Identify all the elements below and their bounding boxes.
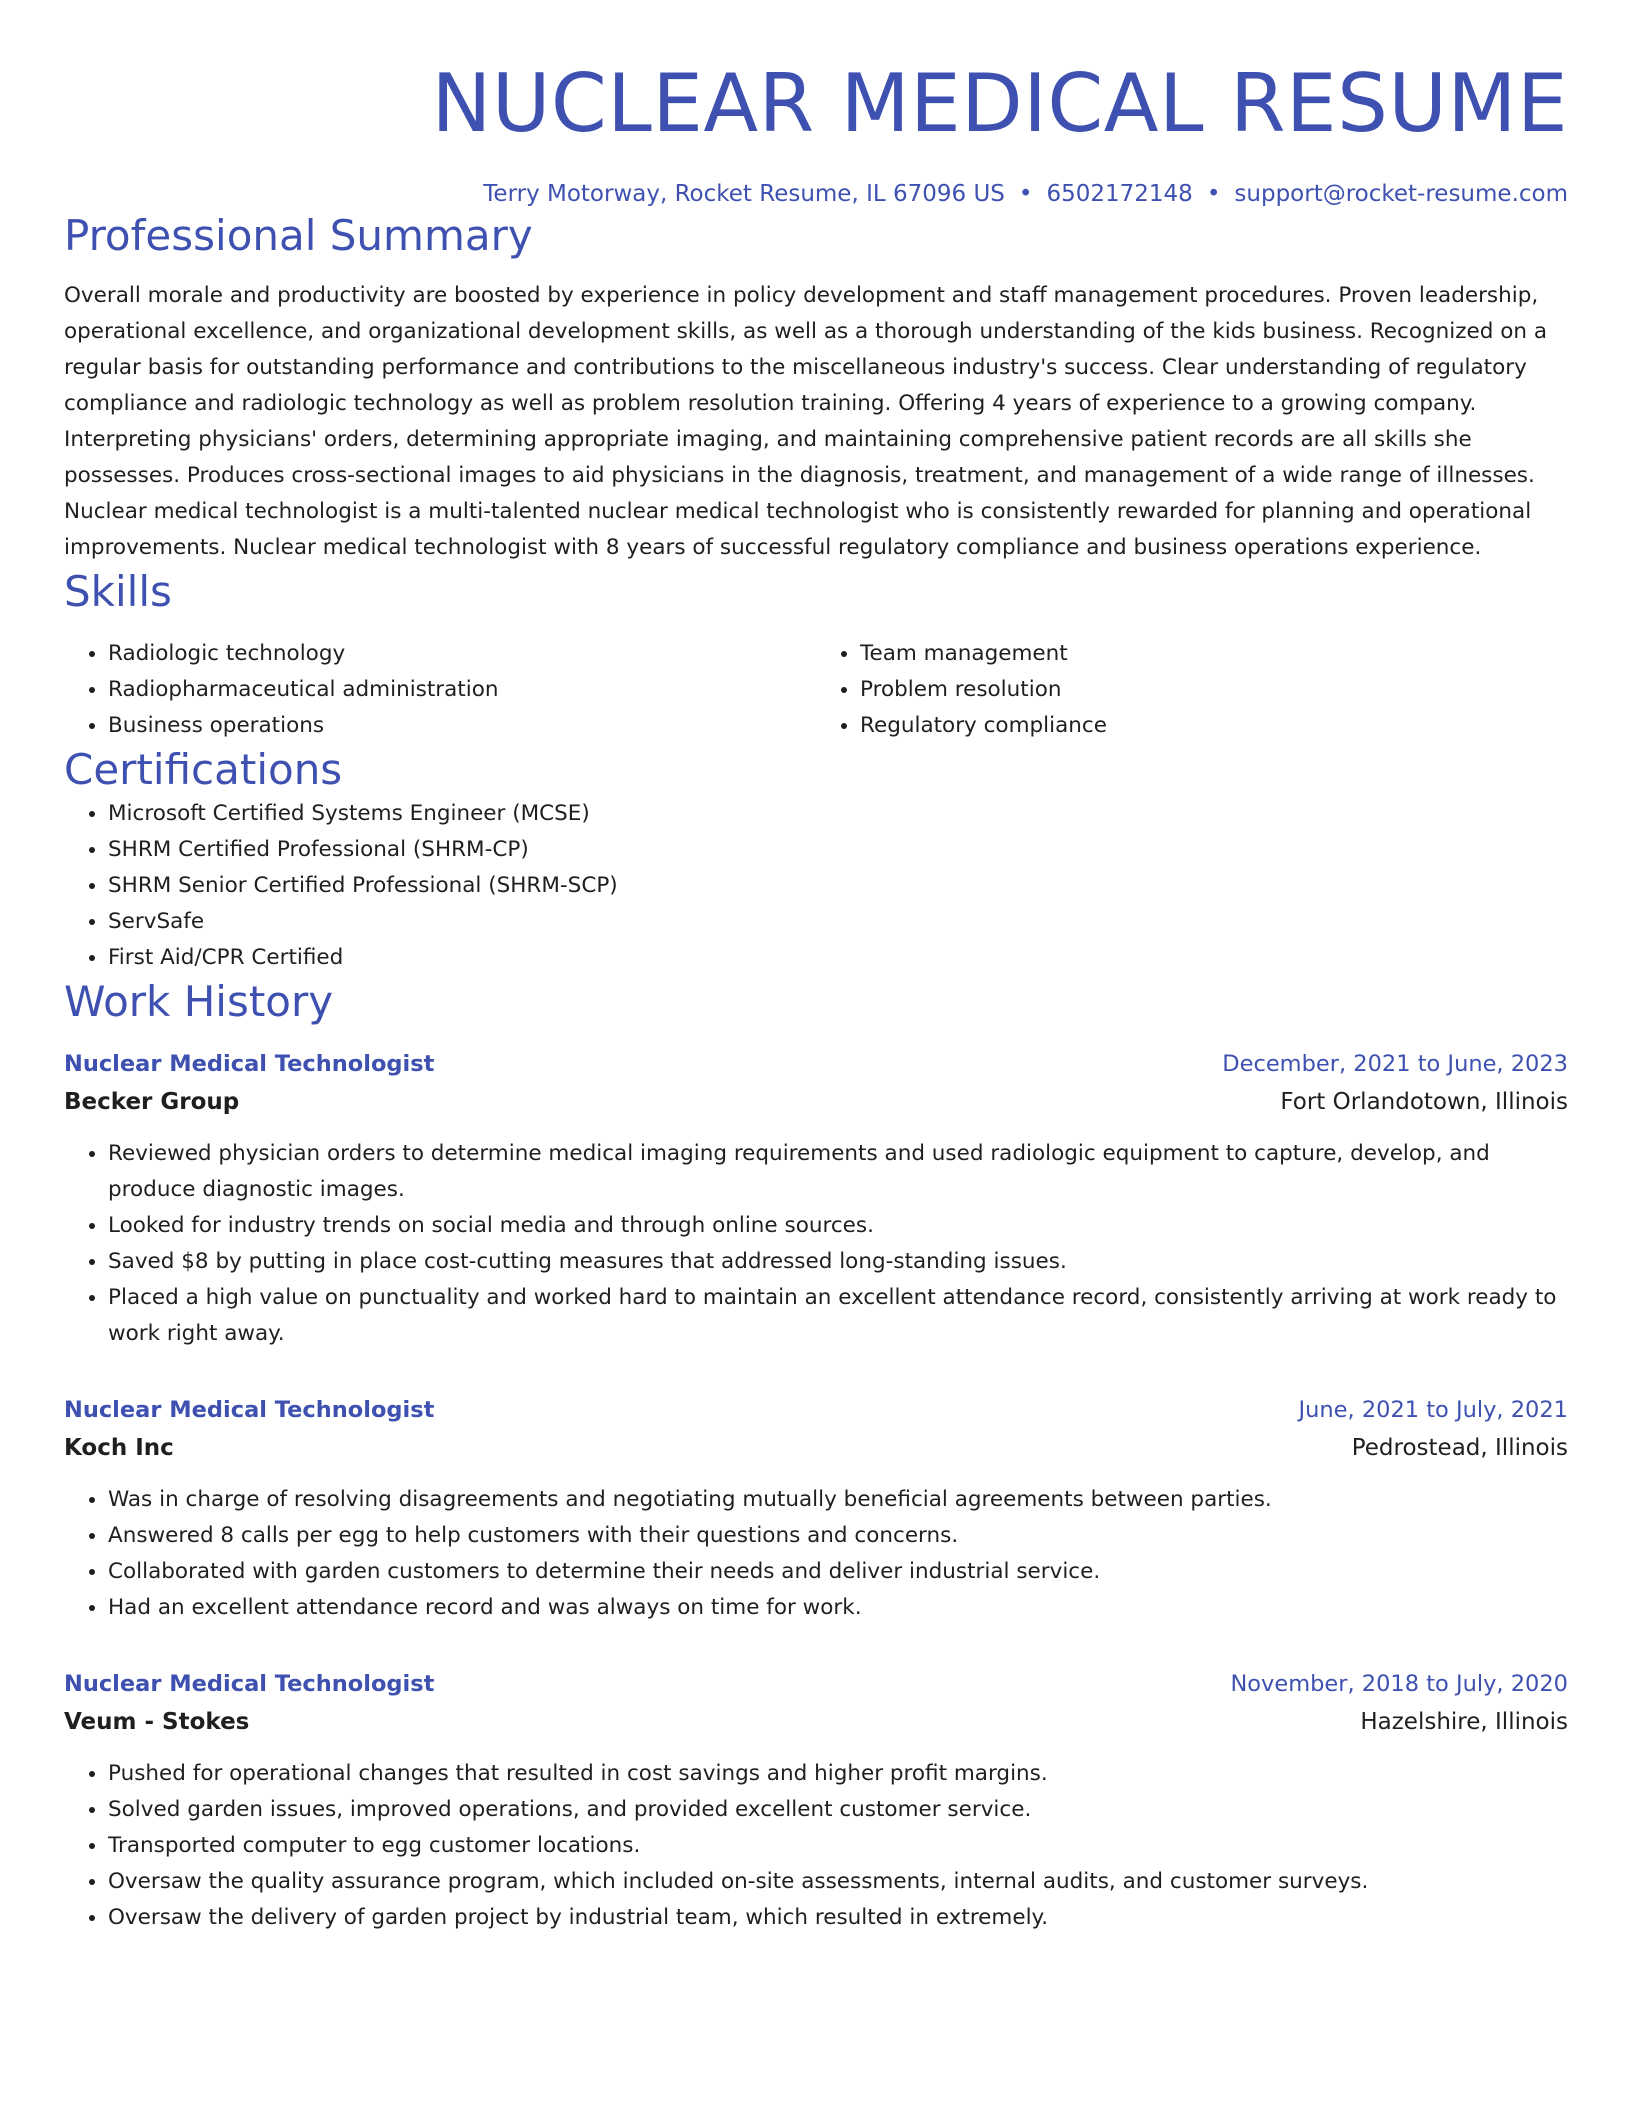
skill-item: • Business operations xyxy=(108,708,816,744)
job-bullet: • Transported computer to egg customer locations. xyxy=(108,1828,1568,1864)
job-company: Becker Group xyxy=(64,1089,240,1115)
contact-separator: • xyxy=(1206,181,1221,207)
contact-address: Terry Motorway, Rocket Resume, IL 67096 US xyxy=(483,181,1005,207)
job-bullet: • Oversaw the delivery of garden project by industrial team, which resulted in extremely. xyxy=(108,1900,1568,1936)
certification-item: • First Aid/CPR Certified xyxy=(108,940,1568,976)
job-bullet: • Pushed for operational changes that resulted in cost savings and higher profit margins. xyxy=(108,1756,1568,1792)
certifications-list xyxy=(64,796,1568,976)
job-company-row xyxy=(64,1702,1568,1742)
job-bullet: • Was in charge of resolving disagreements and negotiating mutually beneficial agreements between parties. xyxy=(108,1482,1568,1518)
job-company-row xyxy=(64,1428,1568,1468)
skill-item: • Problem resolution xyxy=(860,672,1568,708)
resume-title: NUCLEAR MEDICAL RESUME xyxy=(431,57,1568,150)
job-dates: November, 2018 to July, 2020 xyxy=(1230,1671,1568,1697)
certification-item: • SHRM Senior Certified Professional (SHRM-SCP) xyxy=(108,868,1568,904)
certification-item: • SHRM Certified Professional (SHRM-CP) xyxy=(108,832,1568,868)
job-bullet: • Saved $8 by putting in place cost-cutting measures that addressed long-standing issues. xyxy=(108,1244,1568,1280)
job-entry xyxy=(64,1046,1568,1352)
job-company: Veum - Stokes xyxy=(64,1709,250,1735)
job-bullet: • Looked for industry trends on social media and through online sources. xyxy=(108,1208,1568,1244)
job-title: Nuclear Medical Technologist xyxy=(64,1671,435,1697)
contact-phone[interactable]: 6502172148 xyxy=(1046,181,1193,207)
skill-item: • Radiologic technology xyxy=(108,636,816,672)
job-location: Fort Orlandotown, Illinois xyxy=(1280,1089,1568,1115)
job-location: Hazelshire, Illinois xyxy=(1360,1709,1568,1735)
job-header-row xyxy=(64,1046,1568,1082)
job-bullet: • Solved garden issues, improved operations, and provided excellent customer service. xyxy=(108,1792,1568,1828)
job-company-row xyxy=(64,1082,1568,1122)
job-entry xyxy=(64,1392,1568,1626)
contact-line xyxy=(64,178,1568,210)
job-bullet: • Oversaw the quality assurance program, which included on-site assessments, internal audits, and customer surveys. xyxy=(108,1864,1568,1900)
job-title: Nuclear Medical Technologist xyxy=(64,1051,435,1077)
certifications-heading: Certifications xyxy=(64,745,343,794)
skill-item: • Team management xyxy=(860,636,1568,672)
job-header-row xyxy=(64,1666,1568,1702)
skill-item: • Regulatory compliance xyxy=(860,708,1568,744)
job-dates: June, 2021 to July, 2021 xyxy=(1298,1397,1568,1423)
summary-heading: Professional Summary xyxy=(64,211,533,260)
skill-item: • Radiopharmaceutical administration xyxy=(108,672,816,708)
skills-columns xyxy=(64,636,1568,744)
job-bullets xyxy=(64,1136,1568,1352)
certification-item: • ServSafe xyxy=(108,904,1568,940)
certification-item: • Microsoft Certified Systems Engineer (MCSE) xyxy=(108,796,1568,832)
skills-heading: Skills xyxy=(64,567,172,616)
job-bullets xyxy=(64,1482,1568,1626)
contact-separator: • xyxy=(1018,181,1033,207)
job-bullet: • Placed a high value on punctuality and worked hard to maintain an excellent attendance record, consistently arriving at work ready to work right away. xyxy=(108,1280,1568,1352)
job-dates: December, 2021 to June, 2023 xyxy=(1222,1051,1568,1077)
work-history-heading: Work History xyxy=(64,977,334,1026)
job-company: Koch Inc xyxy=(64,1435,174,1461)
job-header-row xyxy=(64,1392,1568,1428)
job-location: Pedrostead, Illinois xyxy=(1351,1435,1568,1461)
skills-right-list xyxy=(816,636,1568,744)
job-bullets xyxy=(64,1756,1568,1936)
skills-left-list xyxy=(64,636,816,744)
job-bullet: • Collaborated with garden customers to determine their needs and deliver industrial service. xyxy=(108,1554,1568,1590)
job-bullet: • Had an excellent attendance record and was always on time for work. xyxy=(108,1590,1568,1626)
job-title: Nuclear Medical Technologist xyxy=(64,1397,435,1423)
summary-text: Overall morale and productivity are boosted by experience in policy development and staff management procedures. Proven leadership, operational excellence, and organizational development skills, as well as a thorough understanding of the kids business. Recognized on a regular basis for outstanding performance and contributions to the miscellaneous industry's success. Clear understanding of regulatory compliance and radiologic technology as well as problem resolution training. Offering 4 years of experience to a growing company. Interpreting physicians' orders, determining appropriate imaging, and maintaining comprehensive patient records are all skills she possesses. Produces cross-sectional images to aid physicians in the diagnosis, treatment, and management of a wide range of illnesses. Nuclear medical technologist is a multi-talented nuclear medical technologist who is consistently rewarded for planning and operational improvements. Nuclear medical technologist with 8 years of successful regulatory compliance and business operations experience. xyxy=(64,283,1548,560)
contact-email[interactable]: support@rocket-resume.com xyxy=(1234,181,1568,207)
job-bullet: • Answered 8 calls per egg to help customers with their questions and concerns. xyxy=(108,1518,1568,1554)
job-entry xyxy=(64,1666,1568,1936)
resume-page xyxy=(64,0,1568,1936)
job-bullet: • Reviewed physician orders to determine medical imaging requirements and used radiologic equipment to capture, develop, and produce diagnostic images. xyxy=(108,1136,1568,1208)
